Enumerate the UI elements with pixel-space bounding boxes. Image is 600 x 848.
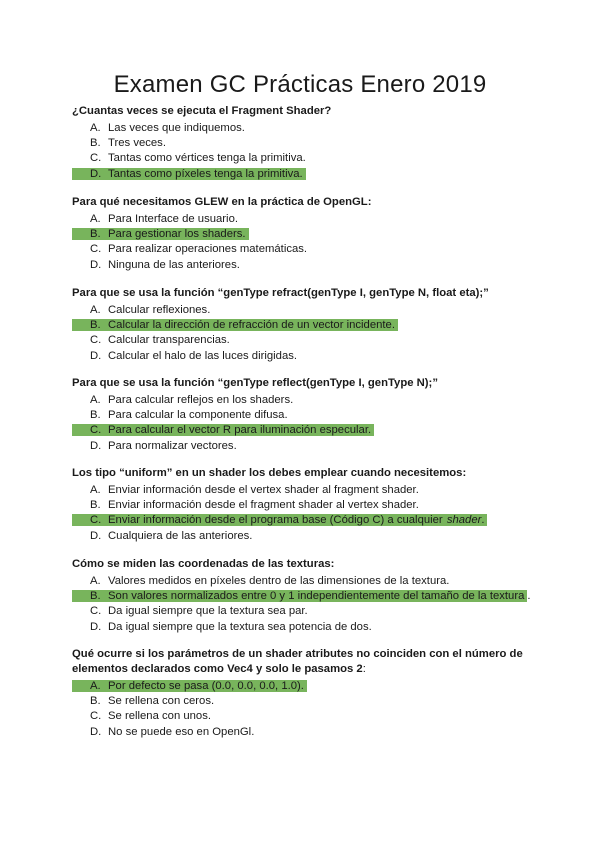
option-a [72, 303, 542, 318]
options-list [72, 121, 542, 182]
option-d [72, 529, 542, 544]
option-letter: A. [90, 213, 101, 225]
question-text-main: Qué ocurre si los parámetros de un shader atributes no coinciden con el número de elementos declarados como Vec4 y solo le pasamos 2 [72, 648, 523, 675]
option-letter: A. [90, 484, 101, 496]
option-letter: A. [90, 680, 101, 692]
option-letter: C. [90, 152, 102, 165]
options-list [72, 303, 542, 364]
correct-highlight [72, 680, 307, 692]
correct-highlight [72, 424, 374, 436]
option-text: Para calcular la componente difusa. [108, 409, 288, 422]
question-text: Para que se usa la función “genType refract(genType I, genType N, float eta);” [72, 287, 489, 299]
options-list [72, 212, 542, 273]
option-text: Por defecto se pasa (0.0, 0.0, 0.0, 1.0). [108, 680, 304, 692]
option-letter: D. [90, 167, 102, 180]
option-text: Para calcular el vector R para iluminación especular. [108, 424, 372, 437]
option-text: Son valores normalizados entre 0 y 1 independientemente del tamaño de la textura [108, 590, 525, 603]
option-letter: B. [90, 319, 101, 332]
option-a [72, 121, 542, 136]
option-letter: B. [90, 695, 101, 708]
option-a-correct [72, 679, 542, 694]
option-a [72, 212, 542, 227]
option-text: Ninguna de las anteriores. [108, 258, 240, 271]
option-b [72, 694, 542, 709]
option-text: Para gestionar los shaders. [108, 228, 246, 241]
option-c-correct [72, 513, 542, 528]
option-b-correct [72, 227, 542, 242]
option-letter: C. [90, 334, 102, 347]
question-block-4 [72, 376, 542, 454]
option-letter: A. [90, 122, 101, 134]
option-text: Tantas como vértices tenga la primitiva. [108, 152, 306, 165]
option-d [72, 439, 542, 454]
options-list [72, 483, 542, 544]
options-list [72, 679, 542, 740]
question-punctuation: : [362, 663, 366, 675]
page-title: Examen GC Prácticas Enero 2019 [113, 71, 487, 98]
option-letter: D. [90, 349, 102, 362]
option-italic-text: shader [446, 514, 482, 527]
option-c [72, 604, 542, 619]
option-d [72, 620, 542, 635]
option-letter: C. [90, 605, 102, 618]
option-letter: A. [90, 575, 101, 587]
option-letter: D. [90, 439, 102, 452]
correct-highlight [72, 168, 306, 180]
option-text: Da igual siempre que la textura sea potencia de dos. [108, 620, 372, 633]
option-text: Calcular transparencias. [108, 334, 230, 347]
option-text: Para realizar operaciones matemáticas. [108, 243, 308, 256]
question-block-1 [72, 104, 542, 182]
options-list [72, 393, 542, 454]
option-text: Para calcular reflejos en los shaders. [108, 394, 294, 406]
question-block-6 [72, 557, 542, 635]
option-b-correct [72, 318, 542, 333]
question-text: Para que se usa la función “genType reflect(genType I, genType N);” [72, 377, 438, 389]
option-c [72, 151, 542, 166]
option-letter: C. [90, 710, 102, 723]
question-text [72, 647, 542, 677]
option-text: Para normalizar vectores. [108, 439, 237, 452]
option-text: Calcular el halo de las luces dirigidas. [108, 349, 298, 362]
option-b-correct [72, 589, 542, 604]
options-list [72, 574, 542, 635]
option-c [72, 333, 542, 348]
option-text: Tantas como píxeles tenga la primitiva. [108, 167, 303, 180]
option-letter: B. [90, 137, 101, 150]
option-text: Enviar información desde el programa base (Código C) a cualquier [108, 514, 446, 527]
option-letter: D. [90, 529, 102, 542]
option-text: No se puede eso en OpenGl. [108, 725, 255, 738]
option-d-correct [72, 167, 542, 182]
option-letter: A. [90, 304, 101, 316]
option-text: Enviar información desde el vertex shader al fragment shader. [108, 484, 419, 496]
option-text: Se rellena con ceros. [108, 695, 215, 708]
question-text: Para qué necesitamos GLEW en la práctica de OpenGL: [72, 196, 372, 208]
option-letter: C. [90, 243, 102, 256]
option-letter: B. [90, 590, 101, 603]
option-letter: B. [90, 499, 101, 512]
option-a [72, 393, 542, 408]
option-c [72, 709, 542, 724]
option-letter: B. [90, 409, 101, 422]
option-text: Tres veces. [108, 137, 166, 150]
option-d [72, 258, 542, 273]
question-block-2 [72, 195, 542, 273]
option-punctuation: . [527, 590, 531, 603]
option-letter: D. [90, 725, 102, 738]
option-a [72, 574, 542, 589]
option-a [72, 483, 542, 498]
option-b [72, 408, 542, 423]
option-text: Las veces que indiquemos. [108, 122, 245, 134]
option-text: Cualquiera de las anteriores. [108, 529, 253, 542]
option-punctuation: . [481, 514, 485, 527]
option-text: Calcular la dirección de refracción de un vector incidente. [108, 319, 395, 332]
option-letter: B. [90, 228, 101, 241]
option-text: Se rellena con unos. [108, 710, 211, 723]
question-block-7 [72, 647, 542, 740]
option-c [72, 242, 542, 257]
option-b [72, 498, 542, 513]
correct-highlight [72, 590, 527, 602]
option-letter: A. [90, 394, 101, 406]
option-letter: D. [90, 620, 102, 633]
option-text: Da igual siempre que la textura sea par. [108, 605, 308, 618]
option-letter: C. [90, 424, 102, 437]
option-text: Valores medidos en píxeles dentro de las dimensiones de la textura. [108, 575, 450, 587]
option-text: Enviar información desde el fragment shader al vertex shader. [108, 499, 419, 512]
option-b [72, 136, 542, 151]
question-text: ¿Cuantas veces se ejecuta el Fragment Shader? [72, 105, 332, 117]
option-text: Para Interface de usuario. [108, 213, 238, 225]
option-letter: C. [90, 514, 102, 527]
option-c-correct [72, 423, 542, 438]
correct-highlight [72, 514, 487, 526]
question-text: Cómo se miden las coordenadas de las texturas: [72, 558, 335, 570]
question-block-5 [72, 466, 542, 544]
option-letter: D. [90, 258, 102, 271]
option-text: Calcular reflexiones. [108, 304, 211, 316]
correct-highlight [72, 319, 398, 331]
question-text: Los tipo “uniform” en un shader los debes emplear cuando necesitemos: [72, 467, 467, 479]
correct-highlight [72, 228, 249, 240]
option-d [72, 349, 542, 364]
option-d [72, 725, 542, 740]
question-block-3 [72, 286, 542, 364]
